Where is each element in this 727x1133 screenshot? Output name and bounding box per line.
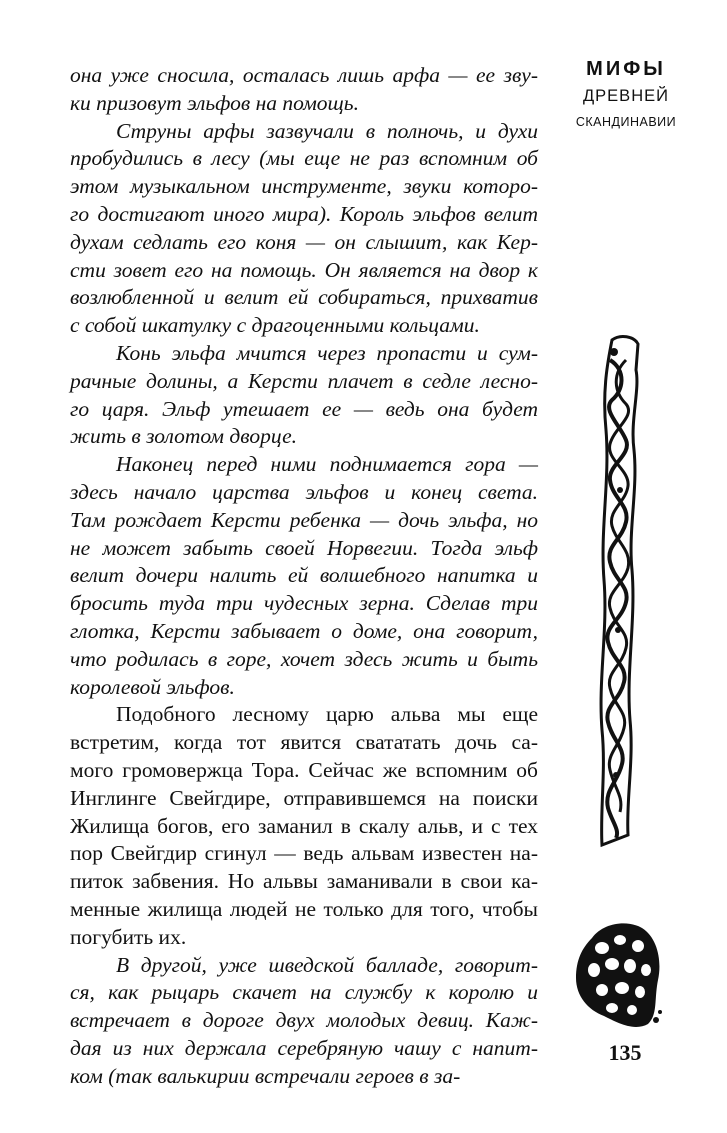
text-line: велит дочери налить ей волшебного напитка и: [70, 563, 538, 588]
text-line: погубить их.: [70, 924, 187, 949]
text-line: не может забыть своей Норвегии. Тогда эльф: [70, 535, 538, 560]
text-line: что родилась в горе, хочет здесь жить и быть: [70, 646, 538, 671]
running-head: [562, 56, 690, 134]
text-line: с собой шкатулку с драгоценными кольцами.: [70, 313, 480, 338]
text-line: бросить туда три чудесных зерна. Сделав три: [70, 591, 538, 616]
running-head-title: МИФЫ: [586, 58, 666, 80]
text-line: Подобного лесному царю альва мы еще: [116, 702, 538, 727]
text-line: дая из них держала серебряную чашу с напит-: [70, 1035, 538, 1060]
paragraph: [70, 340, 538, 451]
text-line: питок забвения. Но альвы заманивали в свои ка-: [70, 869, 538, 894]
paragraph: [70, 451, 538, 701]
text-line: менные жилища людей не только для того, чтобы: [70, 896, 538, 921]
body-text: [70, 62, 538, 1090]
text-line: здесь начало царства эльфов и конец света.: [70, 479, 538, 504]
text-line: го царя. Эльф утешает ее — ведь она будет: [70, 396, 538, 421]
paragraph: [70, 952, 538, 1091]
text-line: этом музыкальном инструменте, звуки которо-: [70, 174, 538, 199]
text-line: королевой эльфов.: [70, 674, 235, 699]
text-line: она уже сносила, осталась лишь арфа — ее зву-: [70, 63, 538, 87]
paragraph: [70, 118, 538, 340]
text-line: встречает в дороге двух молодых девиц. Каж-: [70, 1008, 538, 1033]
text-line: В другой, уже шведской балладе, говорит-: [116, 952, 538, 977]
carved-rune-staff-ornament: [590, 330, 650, 850]
text-line: Там рождает Керсти ребенка — дочь эльфа, но: [70, 507, 538, 532]
text-line: ся, как рыцарь скачет на службу к королю и: [70, 980, 538, 1005]
text-line: мого громовержца Тора. Сейчас же вспомним об: [70, 757, 538, 782]
text-line: Наконец перед ними поднимается гора —: [116, 452, 538, 477]
text-line: ком (так валькирии встречали героев в за-: [70, 1063, 461, 1088]
text-line: пор Свейгдир сгинул — ведь альвам известен на-: [70, 841, 538, 866]
stippled-stone-ornament: [572, 918, 664, 1030]
text-line: рачные долины, а Керсти плачет в седле лесно-: [70, 368, 538, 393]
text-line: го достигают иного мира). Король эльфов велит: [70, 201, 538, 226]
page-number: 135: [608, 1040, 642, 1065]
paragraph: [70, 701, 538, 951]
running-head-subtitle-small: СКАНДИНАВИИ: [575, 115, 677, 129]
text-line: возлюбленной и велит ей собираться, прихватив: [70, 285, 538, 310]
text-line: глотка, Керсти забывает о доме, она говорит,: [70, 618, 538, 643]
text-line: Жилища богов, его заманил в скалу альв, и с тех: [70, 813, 538, 838]
text-line: пробудились в лесу (мы еще не раз вспомним об: [70, 146, 538, 171]
text-line: Струны арфы зазвучали в полночь, и духи: [116, 118, 538, 143]
text-line: сти зовет его на помощь. Он является на двор к: [70, 257, 538, 282]
text-line: духам седлать его коня — он слышит, как Кер-: [70, 229, 538, 254]
text-line: жить в золотом дворце.: [70, 424, 298, 449]
text-line: ки призовут эльфов на помощь.: [70, 90, 359, 115]
text-line: встретим, когда тот явится свататать дочь са-: [70, 730, 538, 755]
text-line: Конь эльфа мчится через пропасти и сум-: [116, 340, 538, 365]
running-head-subtitle: ДРЕВНЕЙ: [583, 87, 669, 105]
text-line: Инглинге Свейгдире, отправившемся на поиски: [70, 785, 538, 810]
paragraph: [70, 62, 538, 118]
